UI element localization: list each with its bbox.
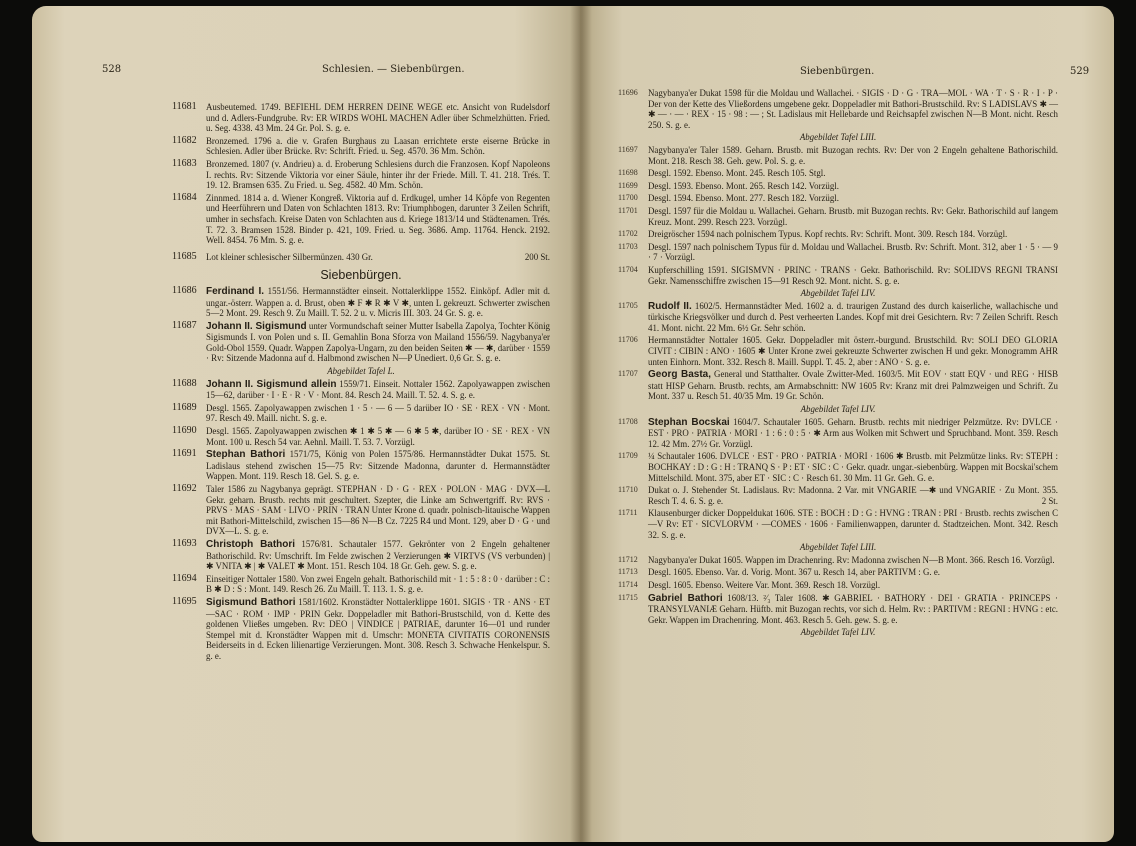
entry-text: Zinnmed. 1814 a. d. Wiener Kongreß. Viktoria auf d. Erdkugel, umher 14 Köpfe von Regenten und Heerführern und Daten von Schlachten 1813. Rv: Triumphbogen, darunter 3 Zeilen Schrift, umher in sechsfach. Kreise Daten von Schlachten aus d. Kriege 1813/14 und Städtenamen. Trés. T. 72. 3. Bramsen 1528. Binder p. 421, 109. Fried. u. Seg. 3686. Amp. 11764. Henck. 2192. Well. 8454. 76 Mm. S. g. e. <box>206 192 550 246</box>
entry-number: 11681 <box>172 101 197 112</box>
catalog-entry <box>172 484 550 537</box>
entry-text: 1604/7. Schautaler 1605. Geharn. Brustb. rechts mit niedriger Pelzmütze. Rv: DVLCE · EST · PRO · PATRIA · MORI · 1 : 6 : 0 : 5 · ✱ Arm aus Wolken mit Schwert und Spruchband. Mont. 359. Resch 12. 42 Mm. 27½ Gr. Vorzügl. <box>648 416 1059 449</box>
book-gutter <box>570 6 592 842</box>
catalog-entry <box>172 286 550 319</box>
entry-number: 11699 <box>618 180 638 190</box>
entry-text: Desgl. 1594. Ebenso. Mont. 277. Resch 182. Vorzügl. <box>648 193 839 204</box>
catalog-entry <box>172 449 550 482</box>
entry-text: 1551/56. Hermannstädter einseit. Nottalerklippe 1552. Einköpf. Adler mit d. ungar.-österr. Wappen a. d. Brust, oben ✱ F ✱ R ✱ V ✱, unten L gekreuzt. Schwerter zwischen 5—2 Mont. 29. Resch 9. Zu Maill. T. 52. 2 u. v. Micris III. 303. 24 Gr. S. g. e. <box>206 285 550 319</box>
entry-text: Bronzemed. 1807 (v. Andrieu) a. d. Eroberung Schlesiens durch die Franzosen. Kopf Napoleons I. rechts. Rv: Sitzende Viktoria vor einer Säule, hinter ihr der Friede. Mill. T. 41. 218. Trés. T. 19. 12. Bramsen 635. Zu Fried. u. Seg. 4582. 40 Mm. Schön. <box>206 158 550 191</box>
catalog-entry <box>172 539 550 572</box>
catalog-entry <box>618 242 1058 263</box>
entry-text: Desgl. 1593. Ebenso. Mont. 265. Resch 142. Vorzügl. <box>648 180 839 191</box>
entry-number: 11698 <box>618 168 638 178</box>
catalog-entry <box>172 321 550 364</box>
entry-number: 11715 <box>618 592 638 602</box>
ruler-name: Ferdinand I. <box>206 285 265 297</box>
catalog-entry <box>618 555 1058 566</box>
plate-caption: Abgebildet Tafel LIV. <box>800 288 876 299</box>
entry-number: 11706 <box>618 335 638 345</box>
entries-schlesien <box>172 102 550 246</box>
running-header-left: Schlesien. — Siebenbürgen. <box>322 64 465 75</box>
catalog-entry <box>618 335 1058 367</box>
catalog-entry <box>172 159 550 191</box>
entry-text: Desgl. 1597 für die Moldau u. Wallachei. Geharn. Brustb. mit Buzogan rechts. Rv: Gekr. Bathorischild auf langem Kreuz. Mont. 299. Resch 223. Vorzügl. <box>648 205 1058 227</box>
entry-number: 11683 <box>172 157 197 169</box>
entry-number: 11694 <box>172 572 197 584</box>
plate-caption: Abgebildet Tafel L. <box>327 366 395 377</box>
catalog-entry <box>618 88 1058 130</box>
catalog-entry <box>172 379 550 401</box>
ruler-name: Rudolf II. <box>648 300 692 312</box>
catalog-entry <box>618 580 1058 591</box>
right-content <box>618 88 1058 640</box>
book-spread <box>32 6 1114 842</box>
entry-number: 11691 <box>172 448 197 460</box>
entry-text: Desgl. 1605. Ebenso. Weitere Var. Mont. 369. Resch 18. Vorzügl. <box>648 579 881 590</box>
entry-text: Kupferschilling 1591. SIGISMVN · PRINC · TRANS · Gekr. Bathorischild. Rv: SOLIDVS REGNI TRANSI Gekr. Namensschiffre zwischen 15—91 Resch 92. Mont. nicht. S. g. e. <box>648 264 1058 286</box>
ruler-name: Stephan Bathori <box>206 449 286 461</box>
catalog-entry <box>618 301 1058 334</box>
entry-number: 11713 <box>618 567 638 577</box>
entry-number: 11704 <box>618 264 638 274</box>
catalog-entry <box>618 451 1058 483</box>
entry-text: 1608/13. ²⁄₃ Taler 1608. ✱ GABRIEL · BATHORY · DEI · GRATIA · PRINCEPS · TRANSYLVANIÆ Geharn. Hüftb. mit Buzogan rechts, vor sich d. Helm. Rv: : PARTIVM : REGNI : HVNG : etc. Gekr. Wappen im Drachenring. Mont. 463. Resch 5. Geh. gew. S. g. e. <box>648 592 1059 625</box>
entry-text: unter Vormundschaft seiner Mutter Isabella Zapolya, Tochter König Sigismunds I. von Polen und s. II. Gemahlin Bona Sforza von Mailand 1556/59. Nagybanya'er Gold-Obol 1559. Quadr. Wappen Zapolya-Ungarn, zu den beiden Seiten ✱ — ✱, darüber · 1559 · Rv: Sitzende Madonna auf d. Halbmond zwischen N—P Unediert. 0,6 Gr. S. g. e. <box>206 320 550 364</box>
entry-number: 11709 <box>618 451 638 461</box>
entry-number: 11708 <box>618 416 638 426</box>
catalog-entry <box>618 485 1058 506</box>
catalog-entry <box>618 145 1058 166</box>
entries-right <box>618 88 1058 638</box>
entry-text: 1576/81. Schautaler 1577. Gekrönter von 2 Engeln gehaltener Bathorischild. Rv: Umschrift. Im Felde zwischen 2 Verzierungen ✱ VIRTVS (VS verbunden) | ✱ VNITA ✱ | ✱ VALET ✱ Mont. 151. Resch 104. 18 Gr. Geh. gew. S. g. e. <box>206 538 550 572</box>
entry-number: 11707 <box>618 369 638 379</box>
left-content <box>172 102 550 664</box>
lot-text: Lot kleiner schlesischer Silbermünzen. 430 Gr. <box>206 251 373 262</box>
entry-number: 11686 <box>172 284 197 296</box>
entry-number: 11690 <box>172 425 197 437</box>
entry-text: Ausbeutemed. 1749. BEFIEHL DEM HERREN DEINE WEGE etc. Ansicht von Rudelsdorf und d. Adlers-Fundgrube. Rv: ER WIRDS WOHL MACHEN Adler über Schmelzhütten. Fried. u. Seg. 4338. 43 Mm. 24 Gr. Pol. S. g. e. <box>206 102 550 134</box>
lot-number: 11685 <box>172 250 197 262</box>
entry-text: 1559/71. Einseit. Nottaler 1562. Zapolyawappen zwischen 15—62, darüber · I · E · R · V · Mont. 84. Resch 24. Maill. T. 52. 4. S. g. e. <box>206 378 551 401</box>
entry-number: 11702 <box>618 229 638 239</box>
entry-text: 1602/5. Hermannstädter Med. 1602 a. d. traurigen Zustand des durch kaiserliche, wallachische und türkische Kriegsvölker und durch d. Pest verheerten Landes. Kopf mit drei Gesichtern. Rv: 7 Zeilen Schrift. Resch 41. Mont. nicht. 22 Mm. 6½ Gr. Sehr schön. <box>648 300 1058 333</box>
entry-count: 2 St. <box>1041 495 1058 506</box>
catalog-entry <box>172 102 550 134</box>
catalog-entry <box>618 369 1058 402</box>
entry-text: Nagybanya'er Dukat 1598 für die Moldau und Wallachei. · SIGIS · D · G · TRA—MOL · WA · T · S · R · I · P · Der von der Kette des Vließordens umgebene gekr. Doppeladler mit Bathori-Brustschild. Rv: S LADISLAVS ✱ — ✱ — · — · REX · 15 · 98 : — ; St. Ladislaus mit Hellebarde und Reichsapfel zwischen N—B Mont. nicht. Resch 250. S. g. e. <box>648 88 1058 130</box>
entry-number: 11688 <box>172 377 197 389</box>
entry-text: 1571/75, König von Polen 1575/86. Hermannstädter Dukat 1575. St. Ladislaus stehend zwischen 15—75 Rv: Sitzende Madonna, darunter d. Hermannstädter Wappen. Mont. 119. Resch 18. Gel. S. g. e. <box>206 449 551 482</box>
entry-number: 11711 <box>618 508 638 518</box>
page-number-left: 528 <box>102 64 122 75</box>
catalog-entry <box>618 229 1058 240</box>
entry-number: 11695 <box>172 595 197 607</box>
entry-text: Taler 1586 zu Nagybanya geprägt. STEPHAN · D · G · REX · POLON · MAG · DVX—L Gekr. geharn. Brustb. rechts mit geschultert. Szepter, die Linke am Schwertgriff. Rv: RVS · PRVS · MAS · SAM · LIVO · PRIN · TRAN Unter Krone d. quadr. polnisch-litauische Wappen mit Bathori-Mittelschild, zwischen 15—86 N—B Cz. 7225 R4 und Mont. 129, aber D · G · und DVX—L. S. g. e. <box>206 484 550 537</box>
catalog-entry <box>618 193 1058 204</box>
catalog-entry <box>618 265 1058 286</box>
page-number-right: 529 <box>1070 66 1090 77</box>
ruler-name: Georg Basta, <box>648 369 712 381</box>
catalog-entry <box>618 168 1058 179</box>
entry-number: 11693 <box>172 537 197 549</box>
entry-number: 11682 <box>172 134 197 146</box>
entry-number: 11703 <box>618 241 638 251</box>
entry-text: Hermannstädter Nottaler 1605. Gekr. Doppeladler mit österr.-burgund. Brustschild. Rv: SOLI DEO GLORIA CIVIT : CIBIN : ANO · 1605 ✱ Unter Krone zwei gekreuzte Schwerter zwischen H und gekr. Monogramm AHR unten Einhorn. Mont. 332. Resch 8. Maill. Suppl. T. 45. 2, aber : ANO · S. g. e. <box>648 335 1058 367</box>
plate-caption: Abgebildet Tafel LIV. <box>800 404 876 415</box>
catalog-entry <box>172 597 550 662</box>
entry-text: Klausenburger dicker Doppeldukat 1606. STE : BOCH : D : G : HVNG : TRAN : PRI · Brustb. rechts zwischen C—V Rv: ET · SICVLORVM · —COMES · 1606 · Familienwappen, darunter d. Stadtzeichen. Mont. 342. Resch 32. S. g. e. <box>648 508 1058 540</box>
plate-caption: Abgebildet Tafel LIII. <box>799 542 877 553</box>
entries-siebenbuergen <box>172 286 550 662</box>
entry-text: Desgl. 1605. Ebenso. Var. d. Vorig. Mont. 367 u. Resch 14, aber PARTIVM : G. e. <box>648 567 940 578</box>
plate-caption: Abgebildet Tafel LIV. <box>800 627 876 638</box>
ruler-name: Gabriel Bathori <box>648 592 723 604</box>
entry-text: Nagybanya'er Dukat 1605. Wappen im Drachenring. Rv: Madonna zwischen N—B Mont. 366. Resch 16. Vorzügl. <box>648 554 1055 565</box>
entry-text: 1581/1602. Kronstädter Nottalerklippe 1601. SIGIS · TR · ANS · ET—SAC · ROM · IMP · PRIN Gekr. Doppeladler mit Bathori-Brustschild, von d. Kette des goldenen Vließes umgeben. Rv: DEO | VINDICE | PATRIAE, darunter 16—01 und runder Stempel mit d. Kronstädter Wappen mit d. Umschr: MONETA CIVITATIS CORONENSIS Beiderseits in d. Ecken lilienartige Verzierungen. Mont. 308. Resch 3. Schwache Henkelspur. S. g. e. <box>206 596 550 661</box>
entry-number: 11701 <box>618 205 638 215</box>
right-page <box>580 6 1114 842</box>
entry-number: 11705 <box>618 300 638 310</box>
ruler-name: Johann II. Sigismund <box>206 320 307 332</box>
entry-text: Einseitiger Nottaler 1580. Von zwei Engeln gehalt. Bathorischild mit · 1 : 5 : 8 : 0 · darüber : C : B ✱ D : S : Mont. 149. Resch 26. Zu Maill. T. 113. 1. S. g. e. <box>206 573 550 595</box>
section-title: Siebenbürgen. <box>320 268 402 283</box>
plate-caption: Abgebildet Tafel LIII. <box>799 132 877 143</box>
catalog-entry <box>172 574 550 595</box>
catalog-entry <box>618 567 1058 578</box>
left-page <box>32 6 580 842</box>
entry-number: 11692 <box>172 483 197 494</box>
entry-number: 11712 <box>618 554 638 564</box>
lot-count: 200 St. <box>524 251 550 262</box>
catalog-entry <box>172 136 550 157</box>
entry-number: 11684 <box>172 191 197 203</box>
catalog-entry <box>172 193 550 246</box>
catalog-entry <box>172 426 550 447</box>
lot-entry <box>172 252 550 263</box>
entry-text: ¼ Schautaler 1606. DVLCE · EST · PRO · PATRIA · MORI · 1606 ✱ Brustb. mit Pelzmütze links. Rv: STEPH : BOCHKAY : D : G : H : TRANQ S · P : ET · SIC : C · Gekr. quadr. ungar.-siebenbürg. Wappen mit Bocskai'schem Mittelschild. Mont. 375, aber ET · SIC : C · Resch 61. 30 Mm. 11 Gr. Geh. G. e. <box>648 451 1058 483</box>
ruler-name: Sigismund Bathori <box>206 596 296 608</box>
ruler-name: Stephan Bocskai <box>648 416 730 428</box>
entry-text: Desgl. 1592. Ebenso. Mont. 245. Resch 105. Stgl. <box>648 168 826 179</box>
catalog-entry <box>618 181 1058 192</box>
entry-number: 11710 <box>618 485 638 495</box>
entry-number: 11697 <box>618 144 638 154</box>
entry-text: Desgl. 1565. Zapolyawappen zwischen ✱ 1 ✱ 5 ✱ — 6 ✱ 5 ✱, darüber IO · SE · REX · VN Mont. 100 u. Resch 54 var. Aehnl. Maill. T. 53. 7. Vorzügl. <box>206 426 550 447</box>
entry-number: 11714 <box>618 579 638 589</box>
running-header-right: Siebenbürgen. <box>800 66 875 77</box>
entry-number: 11696 <box>618 88 638 97</box>
entry-text: General und Statthalter. Ovale Zwitter-Med. 1603/5. Mit EOV · statt EQV · und REG · HISB statt HISP Geharn. Brustb. rechts, am Armabschnitt: NW 1605 Rv: Kranz mit drei Palmzweigen und Schrift. Zu Mont. 337 u. Resch 51. 40/35 Mm. 19 Gr. Schön. <box>648 369 1058 402</box>
entry-text: Dukat o. J. Stehender St. Ladislaus. Rv: Madonna. 2 Var. mit VNGARIE —✱ und VNGARIE · Zu Mont. 355. Resch T. 4. 6. S. g. e. <box>648 485 1058 506</box>
entry-text: Bronzemed. 1796 a. die v. Grafen Burghaus zu Laasan errichtete erste eiserne Brücke in Schlesien. Adler über Brücke. Rv: Schrift. Fried. u. Seg. 4570. 36 Mm. Schön. <box>206 135 550 157</box>
catalog-entry <box>618 417 1058 450</box>
catalog-entry <box>172 403 550 424</box>
entry-text: Desgl. 1565. Zapolyawappen zwischen 1 · 5 · — 6 — 5 darüber IO · SE · REX · VN · Mont. 97. Resch 49. Maill. nicht. S. g. e. <box>206 402 550 424</box>
entry-text: Desgl. 1597 nach polnischem Typus für d. Moldau und Wallachei. Brustb. Rv: Schrift. Mont. 312, aber 1 · 5 · — 9 · 7 · Vorzügl. <box>648 241 1058 263</box>
ruler-name: Johann II. Sigismund allein <box>206 378 337 390</box>
entry-number: 11689 <box>172 401 197 413</box>
entry-text: Nagybanya'er Taler 1589. Geharn. Brustb. mit Buzogan rechts. Rv: Der von 2 Engeln gehaltene Bathorischild. Mont. 218. Resch 38. Geh. gew. Pol. S. g. e. <box>648 144 1058 166</box>
catalog-entry <box>618 593 1058 626</box>
entry-number: 11687 <box>172 319 197 331</box>
entry-text: Dreigröscher 1594 nach polnischem Typus. Kopf rechts. Rv: Schrift. Mont. 309. Resch 184. Vorzügl. <box>648 229 1008 240</box>
catalog-entry <box>618 508 1058 540</box>
entry-number: 11700 <box>618 193 638 203</box>
ruler-name: Christoph Bathori <box>206 538 296 550</box>
catalog-entry <box>618 206 1058 227</box>
